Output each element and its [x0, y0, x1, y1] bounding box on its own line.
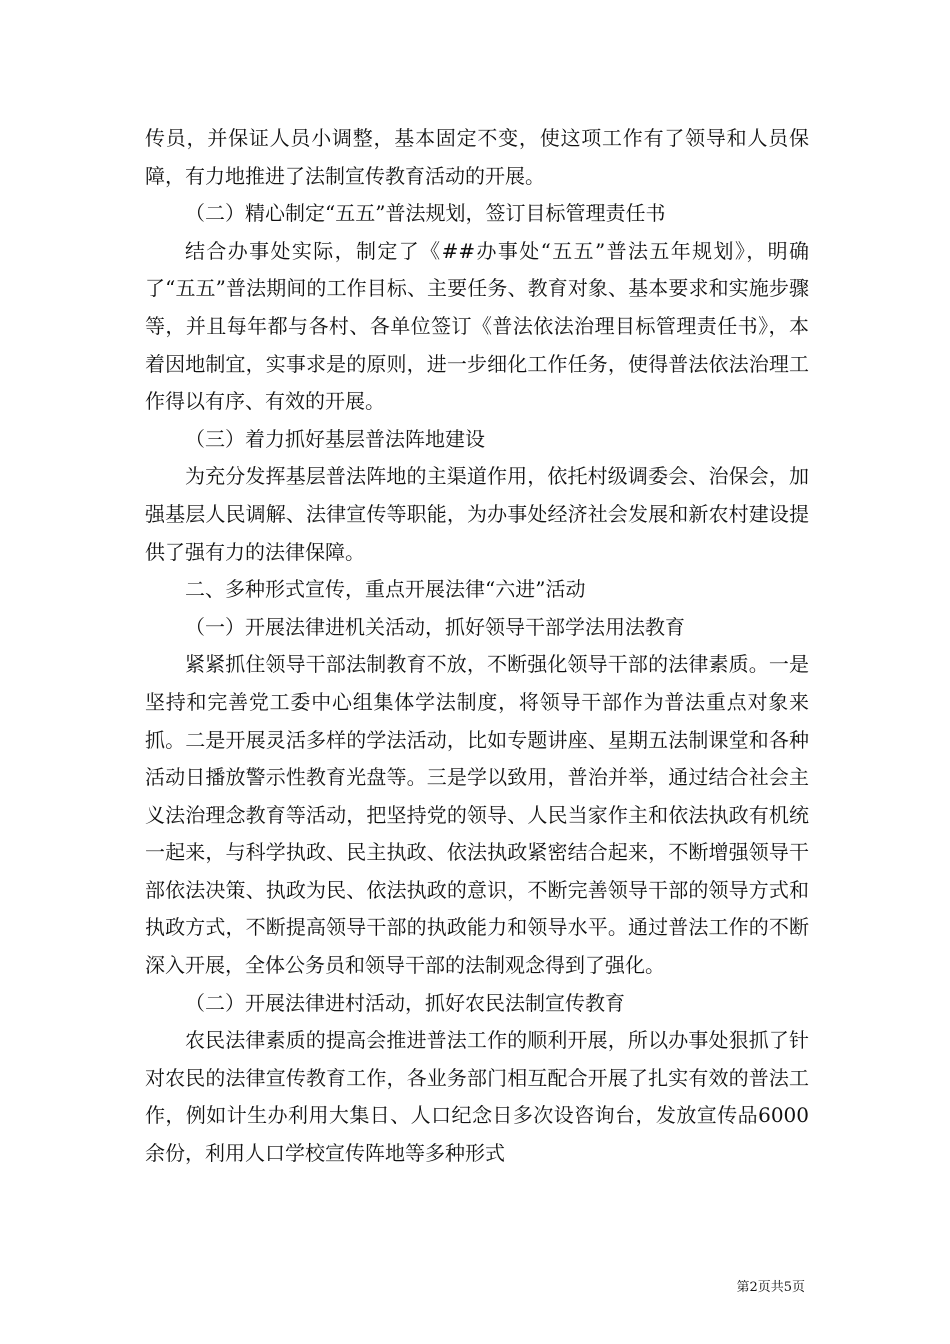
chapter-heading-2: 二、多种形式宣传，重点开展法律“六进”活动	[185, 577, 586, 602]
section-heading-3: （三）着力抓好基层普法阵地建设	[185, 426, 485, 451]
section-heading-2b: （二）开展法律进村活动，抓好农民法制宣传教育	[185, 990, 625, 1015]
document-body	[145, 120, 809, 1173]
section-heading-1: （一）开展法律进机关活动，抓好领导干部学法用法教育	[185, 614, 685, 639]
section-heading-2: （二）精心制定“五五”普法规划，签订目标管理责任书	[185, 201, 666, 226]
paragraph-8: 紧紧抓住领导干部法制教育不放，不断强化领导干部的法律素质。一是坚持和完善党工委中心组集体学法制度，将领导干部作为普法重点对象来抓。二是开展灵活多样的学法活动，比如专题讲座、星期五法制课堂和各种活动日播放警示性教育光盘等。三是学以致用，普治并举，通过结合社会主义法治理念教育等活动，把坚持党的领导、人民当家作主和依法执政有机统一起来，与科学执政、民主执政、依法执政紧密结合起来，不断增强领导干部依法决策、执政为民、依法执政的意识，不断完善领导干部的领导方式和执政方式，不断提高领导干部的执政能力和领导水平。通过普法工作的不断深入开展，全体公务员和领导干部的法制观念得到了强化。	[145, 652, 809, 978]
page-number: 第2页共5页	[736, 1280, 805, 1295]
paragraph-10: 农民法律素质的提高会推进普法工作的顺利开展，所以办事处狠抓了针对农民的法律宣传教育工作，各业务部门相互配合开展了扎实有效的普法工作，例如计生办利用大集日、人口纪念日多次设咨询台，发放宣传品6000余份，利用人口学校宣传阵地等多种形式	[145, 1028, 809, 1166]
paragraph-1: 传员，并保证人员小调整，基本固定不变，使这项工作有了领导和人员保障，有力地推进了法制宣传教育活动的开展。	[145, 126, 809, 188]
paragraph-3: 结合办事处实际，制定了《##办事处“五五”普法五年规划》，明确了“五五”普法期间的工作目标、主要任务、教育对象、基本要求和实施步骤等，并且每年都与各村、各单位签订《普法依法治理目标管理责任书》，本着因地制宜，实事求是的原则，进一步细化工作任务，使得普法依法治理工作得以有序、有效的开展。	[145, 238, 809, 414]
paragraph-5: 为充分发挥基层普法阵地的主渠道作用，依托村级调委会、治保会，加强基层人民调解、法律宣传等职能，为办事处经济社会发展和新农村建设提供了强有力的法律保障。	[145, 464, 809, 564]
